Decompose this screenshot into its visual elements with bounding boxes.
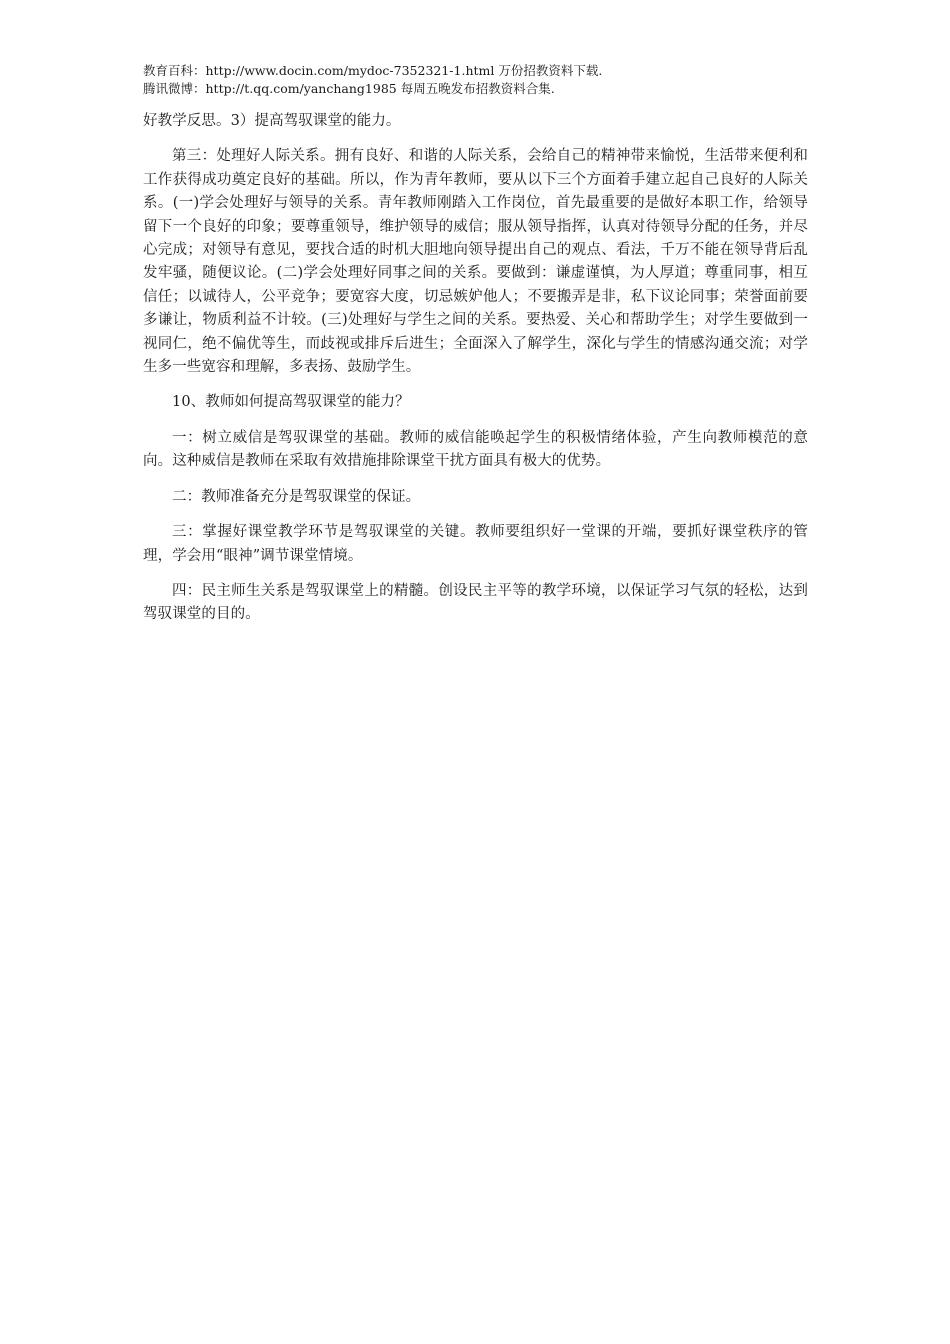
paragraph-interpersonal-relations: 第三：处理好人际关系。拥有良好、和谐的人际关系，会给自己的精神带来愉悦，生活带来便利和工作获得成功奠定良好的基础。所以，作为青年教师，要从以下三个方面着手建立起自己良好的人际关系。(一)学会处理好与领导的关系。青年教师刚踏入工作岗位，首先最重要的是做好本职工作，给领导留下一个良好的印象；要尊重领导，维护领导的威信；服从领导指挥，认真对待领导分配的任务，并尽心完成；对领导有意见，要找合适的时机大胆地向领导提出自己的观点、看法，千万不能在领导背后乱发牢骚，随便议论。(二)学会处理好同事之间的关系。要做到：谦虚谨慎，为人厚道；尊重同事，相互信任；以诚待人，公平竞争；要宽容大度，切忌嫉妒他人；不要搬弄是非，私下议论同事；荣誉面前要多谦让，物质利益不计较。(三)处理好与学生之间的关系。要热爱、关心和帮助学生；对学生要做到一视同仁，绝不偏优等生，而歧视或排斥后进生；全面深入了解学生，深化与学生的情感沟通交流；对学生多一些宽容和理解，多表扬、鼓励学生。 (143, 148, 808, 376)
document-page (143, 62, 808, 639)
document-body (143, 110, 808, 627)
paragraph-point-four: 四：民主师生关系是驾驭课堂上的精髓。创设民主平等的教学环境，以保证学习气氛的轻松，达到驾驭课堂的目的。 (143, 582, 808, 623)
paragraph-point-one: 一：树立威信是驾驭课堂的基础。教师的威信能唤起学生的积极情绪体验，产生向教师模范的意向。这种威信是教师在采取有效措施排除课堂干扰方面具有极大的优势。 (143, 429, 808, 470)
header-line-2: 腾讯微博：http://t.qq.com/yanchang1985 每周五晚发布招教资料合集. (143, 81, 555, 96)
paragraph-point-two: 二：教师准备充分是驾驭课堂的保证。 (172, 488, 421, 505)
question-heading: 10、教师如何提高驾驭课堂的能力？ (172, 394, 410, 411)
paragraph-point-three: 三：掌握好课堂教学环节是驾驭课堂的关键。教师要组织好一堂课的开端，要抓好课堂秩序的管理，学会用“眼神”调节课堂情境。 (143, 524, 808, 564)
header-line-1: 教育百科：http://www.docin.com/mydoc-7352321-1.html 万份招教资料下载. (143, 63, 603, 78)
page-header (143, 62, 808, 98)
paragraph-continuation: 好教学反思。3）提高驾驭课堂的能力。 (143, 113, 401, 129)
